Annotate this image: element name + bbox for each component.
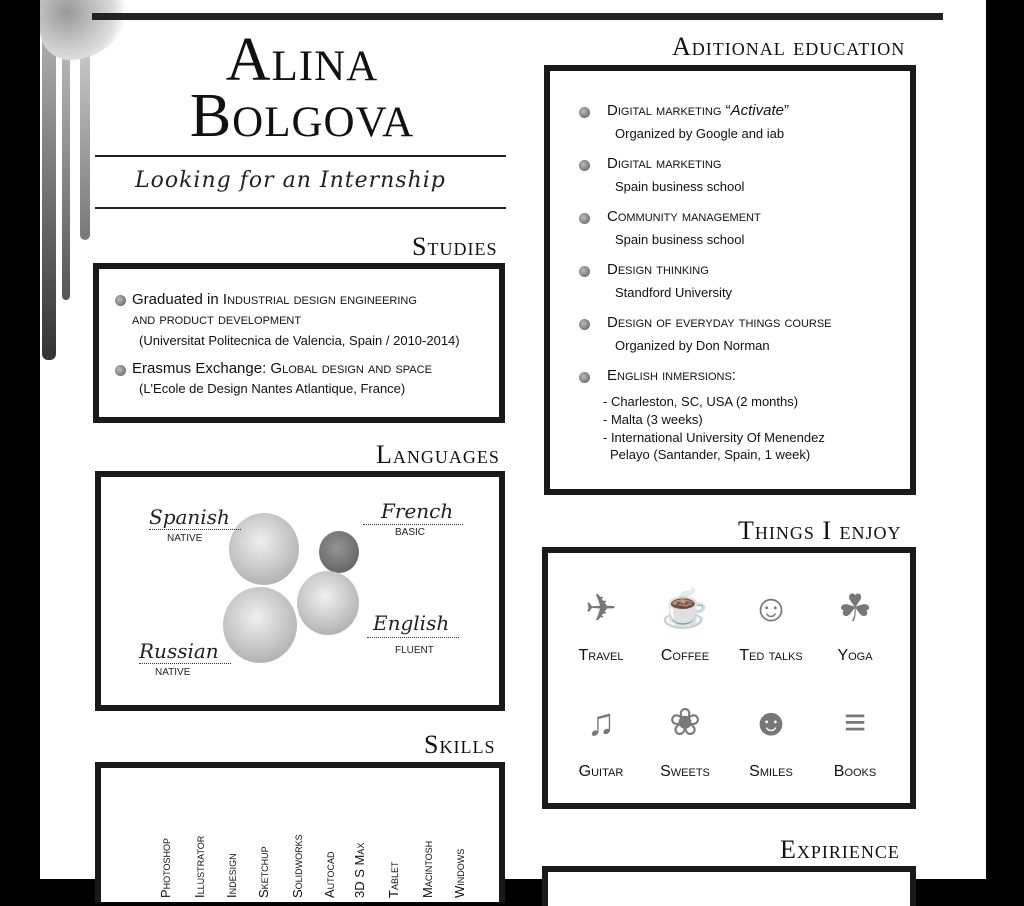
bullet-icon [579,372,590,383]
language-level: FLUENT [395,645,434,656]
enjoy-heading: Things I enjoy [738,516,902,545]
education-title [607,102,789,119]
leader-line [367,637,459,638]
bullet-icon [579,107,590,118]
inmersion-item: - International University Of Menendez [603,430,825,445]
bullet-icon [579,266,590,277]
bullet-icon [115,365,126,376]
education-title-emphasis: Activate [730,102,784,119]
bullet-icon [115,295,126,306]
lollipop-icon: ❀ [669,702,701,744]
enjoy-label: Guitar [578,763,624,780]
divider [95,155,506,157]
education-org: Spain business school [615,179,745,194]
enjoy-box [542,547,916,809]
study-detail: (L'Ecole de Design Nantes Atlantique, France) [139,381,406,396]
skill-label: Windows [452,848,467,898]
leader-line [149,529,241,530]
skill-label: Tablet [386,861,401,898]
top-bar [92,13,943,20]
ink-splash-decoration [40,0,130,60]
education-title: Design thinking [607,261,709,278]
inmersion-item: - Malta (3 weeks) [603,412,703,427]
yoga-icon: ☘ [837,588,873,630]
education-title-text: Digital marketing “ [607,102,731,119]
language-name: Spanish [149,505,230,529]
leader-line [363,524,463,525]
study-title-field: Global design and space [270,360,432,377]
skill-label: Sketchup [256,846,271,898]
first-name: Alina [225,26,379,94]
enjoy-label: Ted talks [739,647,803,664]
education-org: Organized by Don Norman [615,338,770,353]
skills-heading: Skills [424,730,496,759]
study-title [132,291,417,308]
education-box [544,65,916,495]
study-title-cont: and product development [132,311,302,328]
education-org: Organized by Google and iab [615,126,785,141]
study-title-prefix: Erasmus Exchange: [132,360,271,377]
coffee-icon: ☕ [661,588,709,630]
study-title [132,360,432,377]
education-heading: Aditional education [672,32,906,61]
leader-line [139,663,231,664]
enjoy-label: Smiles [749,763,793,780]
skill-label: Macintosh [420,840,435,898]
experience-box [542,866,916,906]
skill-label: Autocad [322,851,337,898]
studies-heading: Studies [412,232,498,261]
resume-page [40,0,986,898]
skill-label: Solidworks [290,834,305,898]
education-title: Digital marketing [607,155,722,172]
enjoy-label: Coffee [660,647,710,664]
tagline: Looking for an Internship [135,168,446,193]
language-name: Russian [139,639,219,663]
enjoy-label: Sweets [660,763,710,780]
skill-label: Indesign [224,853,239,898]
divider [95,207,506,209]
spanish-blob [229,513,299,585]
enjoy-label: Travel [578,647,624,664]
bullet-icon [579,319,590,330]
english-blob [297,571,359,635]
airplane-icon: ✈ [585,588,617,630]
languages-heading: Languages [376,440,500,469]
study-title-field: Industrial design engineering [222,291,417,308]
french-blob [319,531,359,573]
education-org: Spain business school [615,232,745,247]
studies-box [93,263,505,423]
last-name: Bolgova [189,82,415,150]
enjoy-label: Yoga [837,647,873,664]
education-title: Community management [607,208,761,225]
language-name: French [381,499,454,523]
skill-label: 3D S Max [352,842,367,898]
education-title: English inmersions: [607,367,736,384]
study-detail: (Universitat Politecnica de Valencia, Spain / 2010-2014) [139,333,460,348]
language-level: NATIVE [155,667,191,678]
languages-box [95,471,505,711]
smile-icon: ☻ [751,702,791,744]
bullet-icon [579,160,590,171]
education-org: Standford University [615,285,733,300]
language-name: English [373,611,450,635]
study-title-prefix: Graduated in [132,291,223,308]
bullet-icon [579,213,590,224]
russian-blob [223,587,297,663]
experience-heading: Expirience [780,835,900,864]
ted-talks-icon: ☺ [751,588,791,630]
enjoy-label: Books [833,763,877,780]
inmersion-item: Pelayo (Santander, Spain, 1 week) [610,447,811,462]
book-icon: ≡ [843,702,867,744]
skill-label: Illustrator [192,835,207,898]
language-level: BASIC [395,527,426,538]
skill-label: Photoshop [158,837,173,898]
language-level: NATIVE [167,533,203,544]
inmersion-item: - Charleston, SC, USA (2 months) [603,394,799,409]
education-title-quote: ” [783,102,789,119]
guitar-icon: ♫ [586,702,616,744]
skills-box [95,762,505,902]
education-title: Design of everyday things course [607,314,832,331]
